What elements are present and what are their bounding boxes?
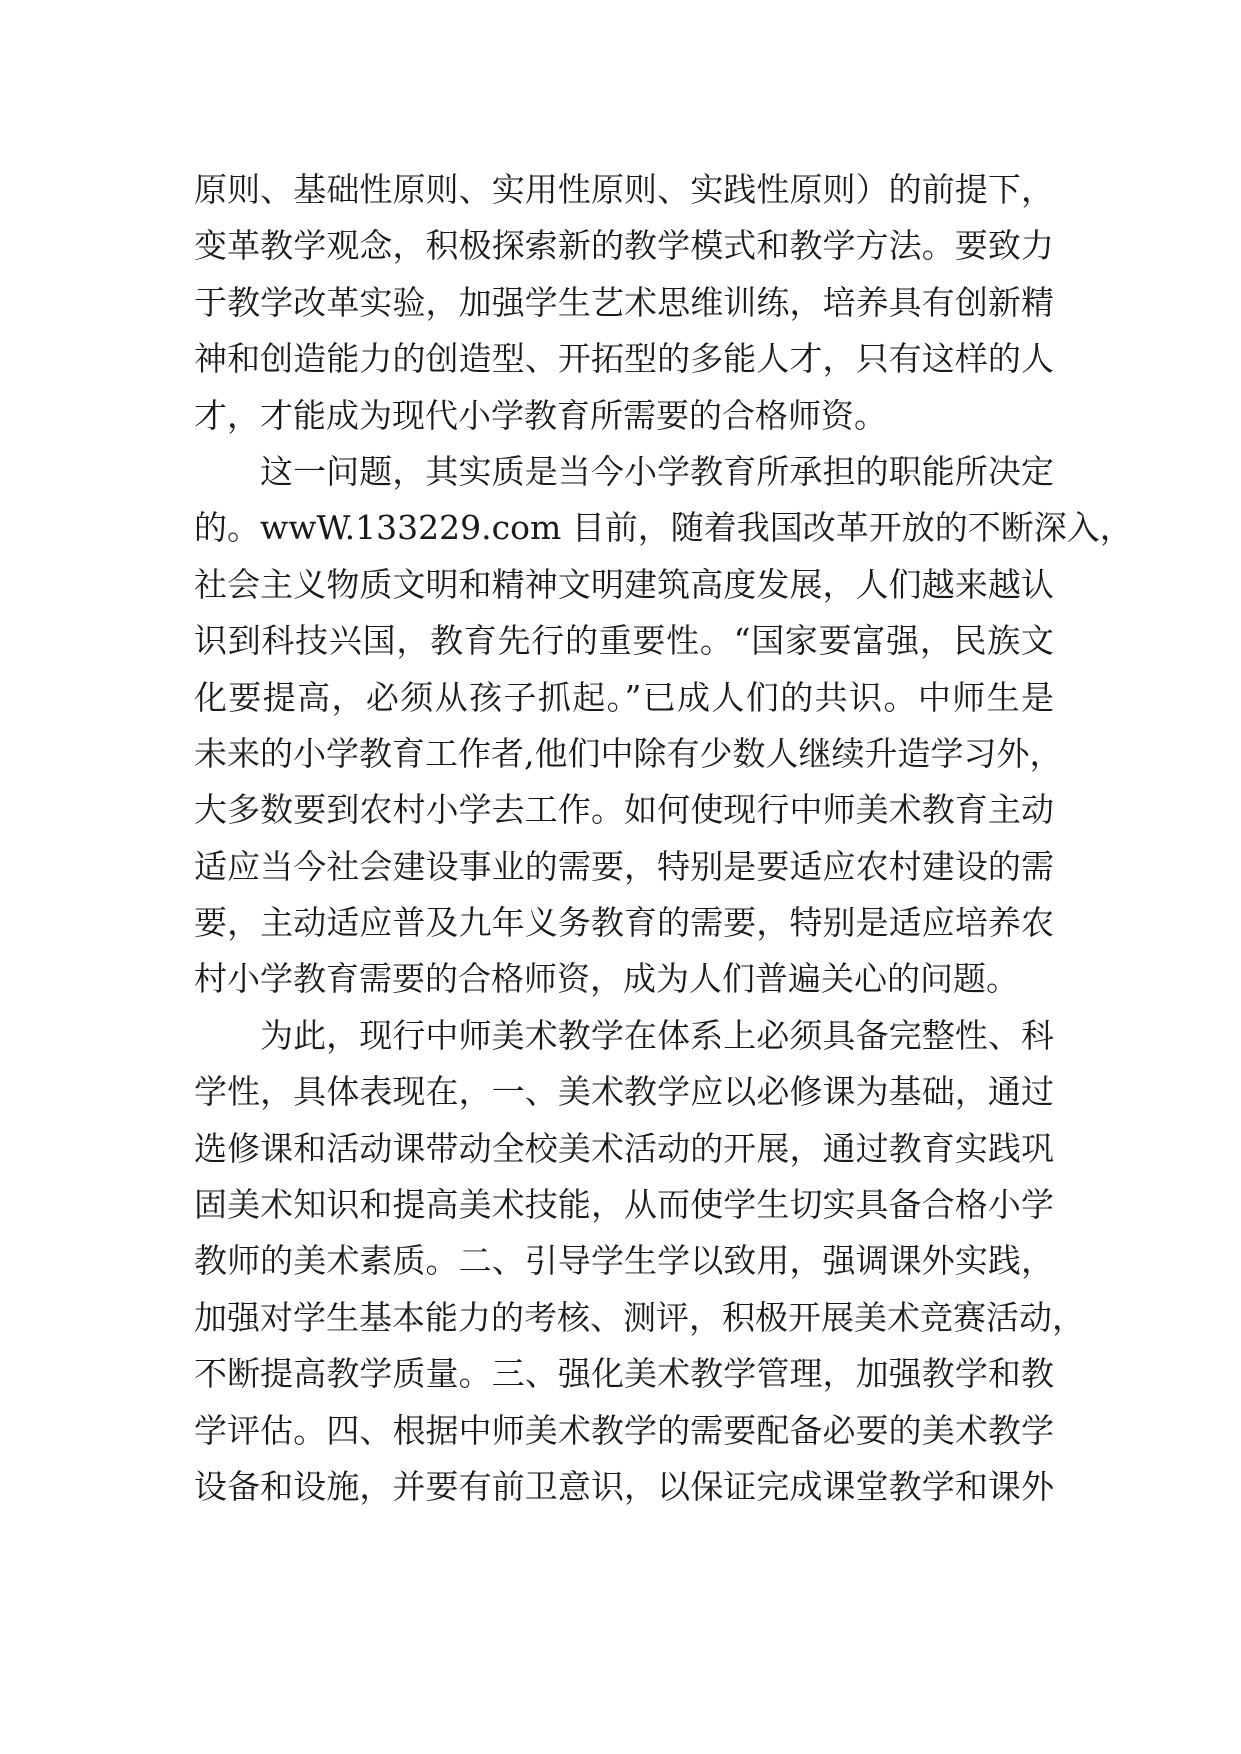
paragraph-1 (194, 162, 1054, 444)
paragraph-3 (194, 1008, 1085, 1516)
text-line: 教师的美术素质。二、引导学生学以致用，强调课外实践， (194, 1241, 1054, 1281)
paragraph-2 (194, 444, 1133, 1008)
text-line: 加强对学生基本能力的考核、测评，积极开展美术竞赛活动， (194, 1297, 1085, 1337)
text-line: 的。wwW.133229.com 目前，随着我国改革开放的不断深入， (194, 508, 1133, 548)
text-line: 学性，具体表现在，一、美术教学应以必修课为基础，通过 (194, 1072, 1054, 1112)
text-line: 神和创造能力的创造型、开拓型的多能人才，只有这样的人 (194, 339, 1054, 379)
text-line: 这一问题，其实质是当今小学教育所承担的职能所决定 (260, 451, 1054, 491)
text-line: 原则、基础性原则、实用性原则、实践性原则）的前提下， (194, 170, 1054, 209)
text-line: 学评估。四、根据中师美术教学的需要配备必要的美术教学 (194, 1410, 1054, 1450)
text-line: 选修课和活动课带动全校美术活动的开展，通过教育实践巩 (194, 1128, 1054, 1168)
text-line: 识到科技兴国，教育先行的重要性。“国家要富强，民族文 (194, 621, 1054, 661)
text-line: 适应当今社会建设事业的需要，特别是要适应农村建设的需 (194, 846, 1054, 886)
text-line: 村小学教育需要的合格师资，成为人们普遍关心的问题。 (194, 959, 1019, 999)
text-line: 于教学改革实验，加强学生艺术思维训练，培养具有创新精 (194, 282, 1054, 322)
body-text (194, 162, 1133, 1515)
text-line: 变革教学观念，积极探索新的教学模式和教学方法。要致力 (194, 226, 1054, 266)
text-line: 要，主动适应普及九年义务教育的需要，特别是适应培养农 (194, 903, 1054, 943)
text-line: 未来的小学教育工作者,他们中除有少数人继续升造学习外， (194, 733, 1063, 773)
text-line: 社会主义物质文明和精神文明建筑高度发展，人们越来越认 (194, 564, 1054, 604)
text-line: 化要提高，必须从孩子抓起。”已成人们的共识。中师生是 (194, 677, 1054, 717)
text-line: 大多数要到农村小学去工作。如何使现行中师美术教育主动 (194, 790, 1054, 830)
text-line: 不断提高教学质量。三、强化美术教学管理，加强教学和教 (194, 1354, 1054, 1394)
text-line: 为此，现行中师美术教学在体系上必须具备完整性、科 (260, 1015, 1054, 1055)
text-line: 固美术知识和提高美术技能，从而使学生切实具备合格小学 (194, 1185, 1054, 1225)
text-line: 设备和设施，并要有前卫意识，以保证完成课堂教学和课外 (194, 1466, 1054, 1506)
text-line: 才，才能成为现代小学教育所需要的合格师资。 (194, 395, 887, 435)
